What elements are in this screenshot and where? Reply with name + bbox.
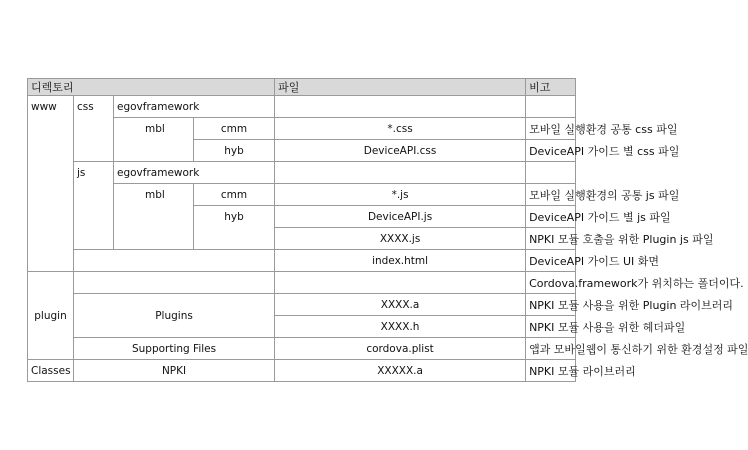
empty-cell bbox=[74, 272, 275, 294]
note-cell: 모바일 실행환경 공통 css 파일 bbox=[526, 118, 576, 140]
spacer-cell bbox=[114, 118, 142, 162]
table-row bbox=[28, 360, 576, 382]
header-dir: 디렉토리 bbox=[28, 79, 275, 96]
note-cell: NPKI 모듈 사용을 위한 헤더파일 bbox=[526, 316, 576, 338]
file-cell: cordova.plist bbox=[275, 338, 526, 360]
dir-www: www bbox=[28, 96, 74, 272]
note-cell: DeviceAPI 가이드 별 css 파일 bbox=[526, 140, 576, 162]
dir-css: css bbox=[74, 96, 114, 162]
table-row bbox=[28, 96, 576, 118]
dir-cmm: cmm bbox=[194, 184, 275, 206]
dir-js: js bbox=[74, 162, 114, 250]
header-row bbox=[28, 79, 576, 96]
dir-hyb: hyb bbox=[194, 206, 275, 250]
table-row bbox=[28, 294, 576, 316]
dir-mbl: mbl bbox=[142, 184, 194, 250]
table-row bbox=[28, 250, 576, 272]
note-cell: NPKI 모듈 라이브러리 bbox=[526, 360, 576, 382]
dir-classes: Classes bbox=[28, 360, 74, 382]
note-cell: Cordova.framework가 위치하는 폴더이다. bbox=[526, 272, 576, 294]
empty-cell bbox=[275, 162, 526, 184]
dir-plugins: Plugins bbox=[74, 294, 275, 338]
note-cell: 앱과 모바일웹이 통신하기 위한 환경설정 파일 bbox=[526, 338, 576, 360]
file-cell: XXXXX.a bbox=[275, 360, 526, 382]
dir-mbl: mbl bbox=[142, 118, 194, 162]
spacer-cell bbox=[114, 184, 142, 250]
file-cell: DeviceAPI.js bbox=[275, 206, 526, 228]
file-cell: *.css bbox=[275, 118, 526, 140]
dir-egovframework: egovframework bbox=[114, 162, 275, 184]
file-cell: XXXX.h bbox=[275, 316, 526, 338]
note-cell: DeviceAPI 가이드 별 js 파일 bbox=[526, 206, 576, 228]
dir-npki: NPKI bbox=[74, 360, 275, 382]
empty-cell bbox=[526, 96, 576, 118]
table-row bbox=[28, 272, 576, 294]
header-note: 비고 bbox=[526, 79, 576, 96]
file-cell: index.html bbox=[275, 250, 526, 272]
header-file: 파일 bbox=[275, 79, 526, 96]
empty-cell bbox=[526, 162, 576, 184]
note-cell: NPKI 모듈 호출을 위한 Plugin js 파일 bbox=[526, 228, 576, 250]
file-cell: XXXX.a bbox=[275, 294, 526, 316]
dir-cmm: cmm bbox=[194, 118, 275, 140]
directory-table bbox=[27, 78, 748, 382]
file-cell: XXXX.js bbox=[275, 228, 526, 250]
empty-cell bbox=[275, 96, 526, 118]
note-cell: NPKI 모듈 사용을 위한 Plugin 라이브러리 bbox=[526, 294, 576, 316]
dir-egovframework: egovframework bbox=[114, 96, 275, 118]
file-cell bbox=[275, 272, 526, 294]
dir-supporting-files: Supporting Files bbox=[74, 338, 275, 360]
table-row bbox=[28, 338, 576, 360]
table-row bbox=[28, 162, 576, 184]
file-cell: *.js bbox=[275, 184, 526, 206]
note-cell: DeviceAPI 가이드 UI 화면 bbox=[526, 250, 576, 272]
dir-plugin: plugin bbox=[28, 272, 74, 360]
dir-hyb: hyb bbox=[194, 140, 275, 162]
note-cell: 모바일 실행환경의 공통 js 파일 bbox=[526, 184, 576, 206]
file-cell: DeviceAPI.css bbox=[275, 140, 526, 162]
empty-cell bbox=[74, 250, 275, 272]
